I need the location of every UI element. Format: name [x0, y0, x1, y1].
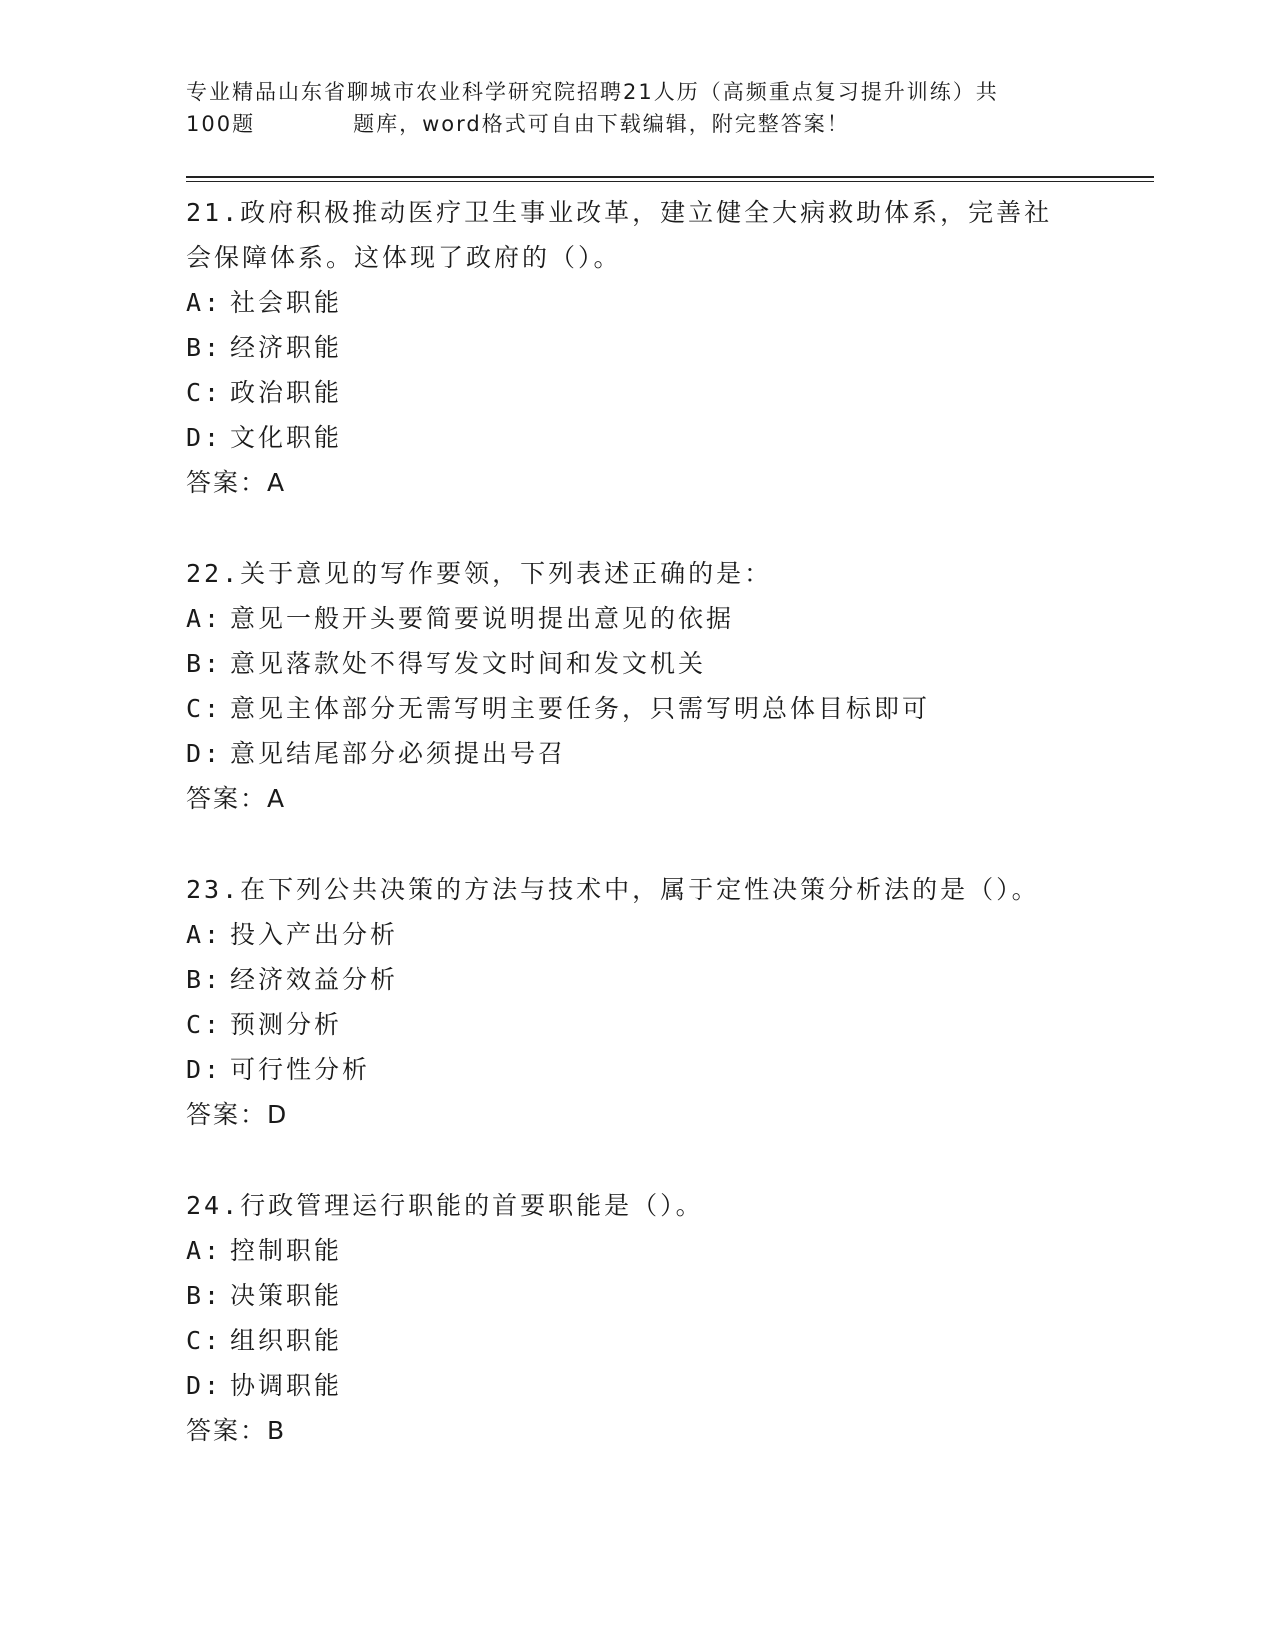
header-divider-thick — [186, 176, 1154, 178]
option-text: 控制职能 — [230, 1236, 343, 1265]
question-24 — [186, 1183, 1086, 1453]
option-key: C: — [186, 1326, 223, 1355]
option-d — [186, 1047, 1086, 1092]
header-description: 题库，word格式可自由下载编辑，附完整答案！ — [353, 112, 850, 136]
header-title-line2 — [186, 108, 1086, 140]
option-c — [186, 1002, 1086, 1047]
answer: 答案：A — [186, 784, 287, 813]
option-text: 经济职能 — [230, 333, 343, 362]
option-b — [186, 1273, 1086, 1318]
option-key: D: — [186, 423, 223, 452]
option-a — [186, 1228, 1086, 1273]
option-text: 预测分析 — [230, 1010, 343, 1039]
option-text: 意见落款处不得写发文时间和发文机关 — [230, 649, 707, 678]
option-key: D: — [186, 739, 223, 768]
answer: 答案：D — [186, 1100, 289, 1129]
option-key: C: — [186, 378, 223, 407]
option-text: 政治职能 — [230, 378, 343, 407]
option-c — [186, 370, 1086, 415]
option-key: C: — [186, 694, 223, 723]
question-22 — [186, 551, 1086, 821]
option-text: 决策职能 — [230, 1281, 343, 1310]
option-a — [186, 912, 1086, 957]
option-key: A: — [186, 604, 223, 633]
option-key: A: — [186, 1236, 223, 1265]
question-text: 21.政府积极推动医疗卫生事业改革，建立健全大病救助体系，完善社 — [186, 198, 1053, 227]
answer: 答案：B — [186, 1416, 287, 1445]
option-d — [186, 731, 1086, 776]
option-key: A: — [186, 920, 223, 949]
header-count: 100题 — [186, 112, 256, 136]
option-d — [186, 1363, 1086, 1408]
option-b — [186, 325, 1086, 370]
option-a — [186, 280, 1086, 325]
option-key: B: — [186, 333, 223, 362]
option-key: C: — [186, 1010, 223, 1039]
option-text: 意见主体部分无需写明主要任务，只需写明总体目标即可 — [230, 694, 931, 723]
header-title-line1: 专业精品山东省聊城市农业科学研究院招聘21人历（高频重点复习提升训练）共 — [186, 80, 999, 104]
question-text: 22.关于意见的写作要领，下列表述正确的是： — [186, 559, 773, 588]
header-divider-thin — [186, 181, 1154, 182]
option-b — [186, 641, 1086, 686]
option-key: B: — [186, 1281, 223, 1310]
option-c — [186, 686, 1086, 731]
option-text: 文化职能 — [230, 423, 343, 452]
option-d — [186, 415, 1086, 460]
option-text: 意见结尾部分必须提出号召 — [230, 739, 567, 768]
answer: 答案：A — [186, 468, 287, 497]
option-a — [186, 596, 1086, 641]
option-text: 协调职能 — [230, 1371, 343, 1400]
question-21 — [186, 190, 1086, 505]
option-text: 投入产出分析 — [230, 920, 399, 949]
option-key: B: — [186, 649, 223, 678]
option-c — [186, 1318, 1086, 1363]
option-key: D: — [186, 1371, 223, 1400]
option-key: B: — [186, 965, 223, 994]
document-header — [186, 76, 1086, 140]
option-key: D: — [186, 1055, 223, 1084]
question-23 — [186, 867, 1086, 1137]
question-text: 23.在下列公共决策的方法与技术中，属于定性决策分析法的是（）。 — [186, 875, 1040, 904]
option-b — [186, 957, 1086, 1002]
option-text: 组织职能 — [230, 1326, 343, 1355]
question-list — [186, 190, 1086, 1499]
option-text: 经济效益分析 — [230, 965, 399, 994]
option-key: A: — [186, 288, 223, 317]
option-text: 意见一般开头要简要说明提出意见的依据 — [230, 604, 735, 633]
option-text: 可行性分析 — [230, 1055, 371, 1084]
question-text: 24.行政管理运行职能的首要职能是（）。 — [186, 1191, 704, 1220]
question-text-continued: 会保障体系。这体现了政府的（）。 — [186, 243, 622, 272]
option-text: 社会职能 — [230, 288, 343, 317]
